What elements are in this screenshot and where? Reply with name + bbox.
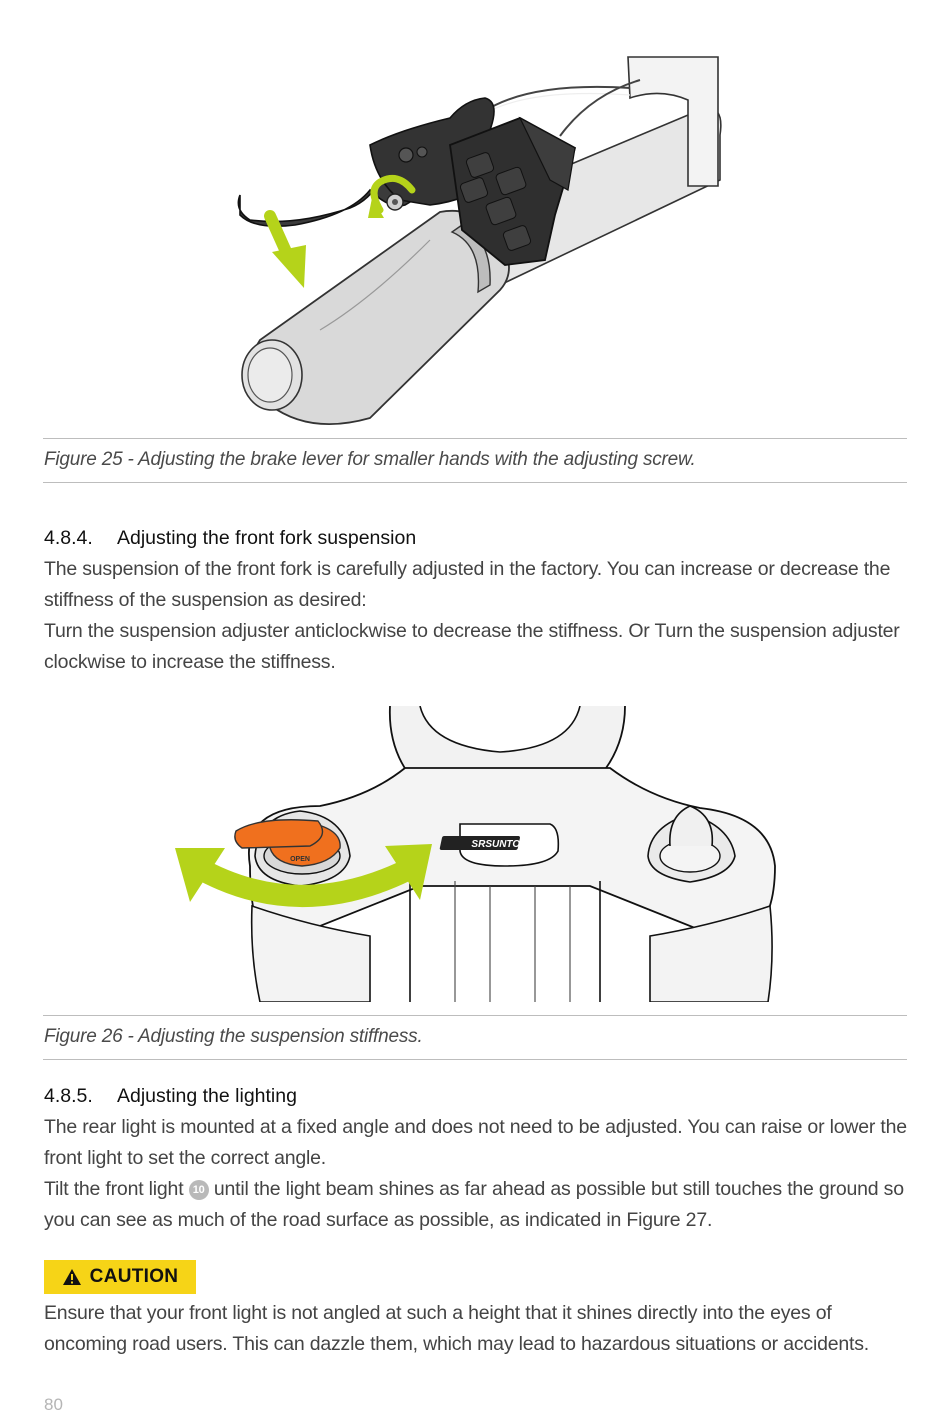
page-number: 80 — [44, 1395, 63, 1414]
caption-top-rule — [43, 438, 907, 439]
brake-lever-illustration — [200, 40, 760, 430]
fork-brand-logo: SRSUNTOUR — [471, 839, 535, 850]
section-485-body — [44, 1112, 914, 1236]
section-484-paragraph-2: Turn the suspension adjuster anticlockwise to decrease the stiffness. Or Turn the suspension adjuster clockwise to increase the stiffness. — [44, 620, 900, 673]
caution-label: CAUTION — [89, 1266, 179, 1287]
figure-25-caption: Figure 25 - Adjusting the brake lever for smaller hands with the adjusting screw. — [44, 449, 696, 470]
section-484-heading — [44, 527, 416, 550]
caution-badge — [44, 1260, 196, 1294]
caption-top-rule — [43, 1015, 907, 1016]
figure-26-caption: Figure 26 - Adjusting the suspension stiffness. — [44, 1026, 423, 1047]
section-485-heading — [44, 1085, 297, 1108]
fork-suspension-illustration — [170, 706, 790, 1002]
section-485-title: Adjusting the lighting — [117, 1085, 297, 1107]
section-484-title: Adjusting the front fork suspension — [117, 527, 417, 549]
caption-bottom-rule — [43, 1059, 907, 1060]
paragraph-2-lead: Tilt the front light — [44, 1178, 184, 1200]
caution-body — [44, 1298, 914, 1360]
section-484-number: 4.8.4. — [44, 527, 93, 549]
warning-icon — [62, 1268, 82, 1286]
section-485-paragraph-1: The rear light is mounted at a fixed angle and does not need to be adjusted. You can raise or lower the front light to set the correct angle. — [44, 1116, 907, 1169]
front-light-marker-badge: 10 — [189, 1180, 209, 1200]
section-485-number: 4.8.5. — [44, 1085, 93, 1107]
adjuster-open-label: OPEN — [290, 856, 310, 863]
paragraph-2-tail: until the light beam shines as far ahead as possible but still touches the ground so you can see as much of the road surface as possible, as indicated in Figure 27. — [44, 1178, 904, 1231]
caption-bottom-rule — [43, 482, 907, 483]
section-485-paragraph-2 — [44, 1174, 914, 1236]
section-484-body — [44, 554, 914, 678]
caution-text: Ensure that your front light is not angled at such a height that it shines directly into the eyes of oncoming road users. This can dazzle them, which may lead to hazardous situations or accidents. — [44, 1302, 869, 1355]
section-484-paragraph-1: The suspension of the front fork is carefully adjusted in the factory. You can increase or decrease the stiffness of the suspension as desired: — [44, 558, 891, 611]
